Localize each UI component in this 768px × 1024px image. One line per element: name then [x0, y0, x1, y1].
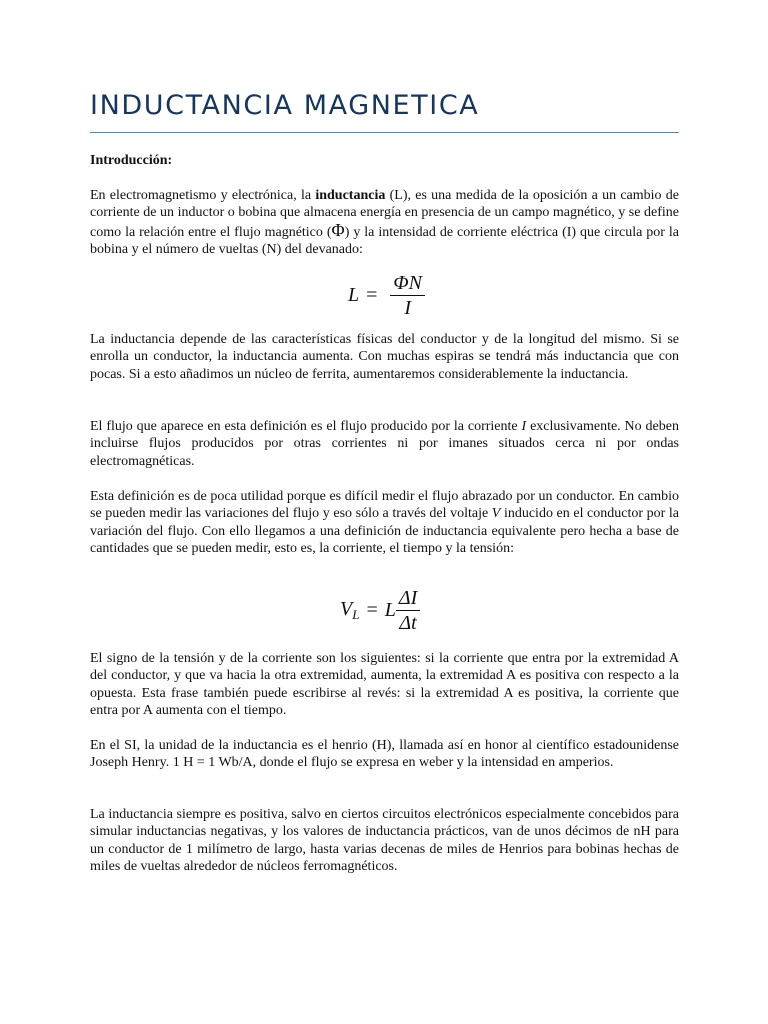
phi-symbol: Φ [331, 219, 345, 240]
p3-text-after: exclusivamente. No deben incluirse flujos producidos por otras corrientes ni por imanes situados cerca ni por ondas electromagnéticas. [90, 419, 679, 469]
intro-heading: Introducción: [90, 153, 173, 168]
title-underline [90, 132, 679, 133]
eq1-numerator: ΦN [393, 272, 422, 294]
equation-inductance [348, 271, 425, 320]
p4-variable: V [491, 506, 501, 522]
p3-variable: I [521, 419, 527, 434]
p3-text-before: El flujo que aparece en esta definición es el flujo producido por la corriente [90, 419, 522, 434]
p1-text-middle: (L), es una medida de la oposición a un cambio de corriente de un inductor o bobina que almacena energía en presencia de un campo magnético, y se define como la relación entre el flujo magnético ( [90, 188, 679, 240]
document-title: INDUCTANCIA MAGNETICA [90, 90, 480, 121]
eq2-fraction [396, 586, 420, 635]
p1-bold-term: inductancia [315, 188, 386, 203]
eq2-coefficient: L [384, 599, 396, 621]
equation-induced-voltage [340, 586, 420, 635]
eq2-denominator: Δt [399, 612, 417, 634]
eq2-lhs-subscript: L [352, 607, 360, 622]
eq2-lhs [340, 598, 359, 623]
eq2-equals: = [366, 599, 378, 621]
eq2-numerator: ΔI [398, 587, 418, 609]
paragraph-si-unit: En el SI, la unidad de la inductancia es el henrio (H), llamada así en honor al científico estadounidense Joseph Henry. 1 H = 1 Wb/A, donde el flujo se expresa en weber y la intensidad en amperios. [90, 738, 679, 771]
paragraph-sign-convention: El signo de la tensión y de la corriente son los siguientes: si la corriente que entra por la extremidad A del conductor, y que va hacia la otra extremidad, aumenta, la extremidad A es positiva con respecto a la opuesta. Esta frase también puede escribirse al revés: si la extremidad A es positiva, la corriente que entra por A aumenta con el tiempo. [90, 651, 679, 719]
p4-text-before: Esta definición es de poca utilidad porque es difícil medir el flujo abrazado por un conductor. En cambio se pueden medir las variaciones del flujo y eso sólo a través del voltaje [90, 489, 679, 522]
p1-text-after: ) y la intensidad de corriente eléctrica (I) que circula por la bobina y el número de vueltas (N) del devanado: [90, 224, 680, 258]
p1-text-before: En electromagnetismo y electrónica, la [90, 188, 316, 203]
p4-text-after: inducido en el conductor por la variación del flujo. Con ello llegamos a una definición de inductancia equivalente pero hecha a base de cantidades que se pueden medir, esto es, la corriente, el tiempo y la tensión: [90, 506, 679, 557]
paragraph-flux [90, 418, 679, 470]
eq1-denominator: I [404, 297, 412, 319]
paragraph-physical-characteristics: La inductancia depende de las características físicas del conductor y de la longitud del mismo. Si se enrolla un conductor, la inductancia aumenta. Con muchas espiras se tendrá más inductancia que con pocas. Si a esto añadimos un núcleo de ferrita, aumentaremos considerablemente la inductancia. [90, 332, 679, 382]
paragraph-definition [90, 187, 679, 259]
paragraph-positive-inductance: La inductancia siempre es positiva, salvo en ciertos circuitos electrónicos especialmente concebidos para simular inductancias negativas, y los valores de inductancia prácticos, van de unos décimos de nH para un conductor de 1 milímetro de largo, hasta varias decenas de miles de Henrios para bobinas hechas de miles de vueltas alrededor de núcleos ferromagnéticos. [90, 807, 679, 875]
paragraph-voltage-definition [90, 488, 679, 558]
eq1-equals: = [366, 284, 378, 306]
eq1-fraction [390, 271, 425, 320]
eq1-lhs: L [348, 284, 360, 306]
eq2-lhs-symbol: V [340, 598, 353, 620]
